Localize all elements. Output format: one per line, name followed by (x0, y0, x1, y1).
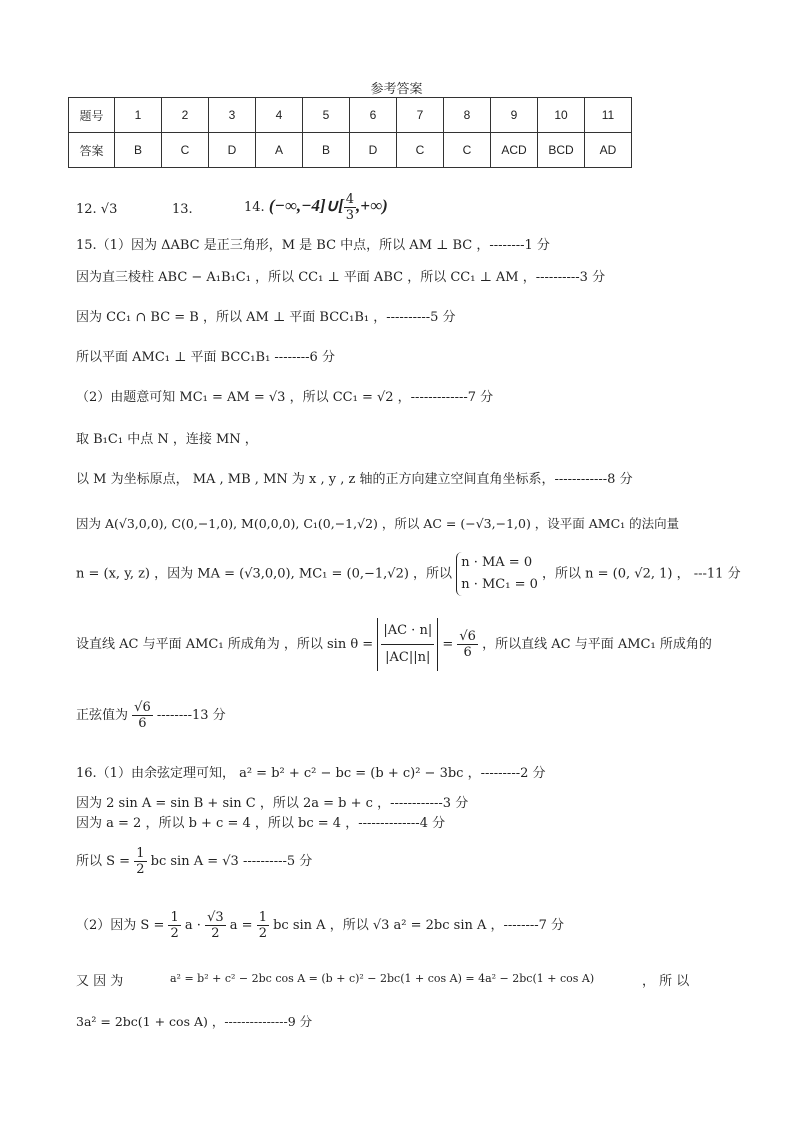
answer-14-label: 14. (244, 200, 265, 215)
fraction-denominator: 2 (211, 926, 220, 941)
table-cell: 8 (444, 98, 491, 133)
q15-line-10 (76, 618, 712, 671)
table-header-answer: 答案 (69, 133, 115, 168)
fraction-numerator: 4 (345, 192, 355, 207)
fraction (168, 910, 180, 941)
q16-line-1: 16.（1）由余弦定理可知， a² = b² + c² − bc = (b + c)² − 3bc ，---------2 分 (76, 766, 546, 781)
table-cell: 9 (491, 98, 538, 133)
q15-line-9 (76, 552, 741, 596)
q15-line-10-tail: ，所以直线 AC 与平面 AMC₁ 所成角的 (482, 637, 712, 652)
sine-value-fraction (132, 700, 153, 731)
q15-line-9-text: n = (x, y, z) ，因为 MA = (√3,0,0), MC₁ = (0,−1,√2) ，所以 (76, 566, 453, 582)
table-cell: C (397, 133, 444, 168)
q16-line-6-lead: 又 因 为 (76, 974, 124, 989)
q16-line-7: 3a² = 2bc(1 + cos A) ，---------------9 分 (76, 1014, 313, 1029)
q16-line-5-text: （2）因为 S = (76, 918, 165, 933)
q16-line-2: 因为 2 sin A = sin B + sin C ，所以 2a = b + c ，------------3 分 (76, 796, 469, 811)
q16-line-4-tail: bc sin A = √3 ----------5 分 (150, 854, 313, 869)
q16-line-4 (76, 846, 312, 877)
result-fraction (457, 629, 478, 660)
fraction-numerator: √6 (134, 700, 151, 715)
q16-line-5 (76, 910, 564, 941)
table-cell: 4 (256, 98, 303, 133)
table-cell: C (162, 133, 209, 168)
table-cell: D (350, 133, 397, 168)
q16-line-3: 因为 a = 2 ，所以 b + c = 4 ，所以 bc = 4 ，--------------4 分 (76, 816, 446, 831)
table-header-number: 题号 (69, 98, 115, 133)
q15-line-11 (76, 700, 226, 731)
fraction-numerator: 1 (136, 846, 145, 861)
fraction-denominator: |AC||n| (385, 650, 431, 665)
table-cell: BCD (538, 133, 585, 168)
q15-line-10-text: 设直线 AC 与平面 AMC₁ 所成角为 ，所以 sin θ = (76, 637, 374, 652)
fraction-denominator: 6 (463, 645, 472, 660)
table-cell: ACD (491, 133, 538, 168)
fraction-denominator: 3 (345, 208, 355, 223)
table-cell: A (256, 133, 303, 168)
term: a = (229, 918, 253, 933)
fraction-denominator: 6 (138, 716, 147, 731)
table-row-numbers (69, 98, 632, 133)
answer-table (68, 97, 632, 168)
page-title: 参考答案 (370, 82, 423, 97)
answer-14 (244, 192, 388, 223)
table-cell: B (115, 133, 162, 168)
table-cell: 2 (162, 98, 209, 133)
q15-line-6: 取 B₁C₁ 中点 N ，连接 MN ， (76, 432, 258, 447)
fraction-denominator: 2 (170, 926, 179, 941)
q16-line-6-formula: a² = b² + c² − 2bc cos A = (b + c)² − 2bc(1 + cos A) = 4a² − 2bc(1 + cos A) (170, 972, 595, 985)
table-cell: 5 (303, 98, 350, 133)
table-cell: B (303, 133, 350, 168)
q15-line-9-result: ，所以 n = (0, √2, 1) ， ---11 分 (542, 566, 741, 582)
q15-line-11-text: 正弦值为 (76, 708, 129, 723)
fraction-numerator: 1 (170, 910, 179, 925)
fraction-numerator: 1 (258, 910, 267, 925)
q15-line-3: 因为 CC₁ ∩ BC = B ，所以 AM ⊥ 平面 BCC₁B₁ ，----------5 分 (76, 310, 456, 325)
answer-14-interval-a: (−∞,−4]∪[ (268, 196, 344, 215)
q15-line-8: 因为 A(√3,0,0), C(0,−1,0), M(0,0,0), C₁(0,−1,√2) ，所以 AC = (−√3,−1,0) ，设平面 AMC₁ 的法向量 (76, 516, 680, 531)
term: a · (184, 918, 201, 933)
score-mark: --------13 分 (156, 708, 226, 723)
q15-line-4: 所以平面 AMC₁ ⊥ 平面 BCC₁B₁ --------6 分 (76, 350, 335, 365)
table-cell: 1 (115, 98, 162, 133)
table-cell: 6 (350, 98, 397, 133)
answer-14-fraction (344, 192, 356, 223)
answer-12: 12. √3 (76, 202, 118, 217)
answer-14-interval-b: ,+∞) (356, 196, 388, 215)
equation-system (456, 552, 538, 596)
fraction-denominator: 2 (258, 926, 267, 941)
q15-line-7: 以 M 为坐标原点， MA , MB , MN 为 x , y , z 轴的正方向建立空间直角坐标系，------------8 分 (76, 472, 633, 487)
fraction (257, 910, 269, 941)
table-cell: D (209, 133, 256, 168)
fraction-numerator: √3 (207, 910, 224, 925)
table-cell: 10 (538, 98, 585, 133)
fraction-denominator: 2 (136, 862, 145, 877)
table-cell: 7 (397, 98, 444, 133)
fraction-numerator: √6 (459, 629, 476, 644)
table-cell: AD (585, 133, 632, 168)
sin-fraction (377, 618, 438, 671)
fraction (205, 910, 226, 941)
half-fraction (134, 846, 146, 877)
answer-13: 13. (172, 202, 193, 217)
q16-line-6-tail: ， 所 以 (642, 974, 690, 989)
table-row-answers (69, 133, 632, 168)
equals-sign: = (442, 637, 454, 652)
table-cell: 3 (209, 98, 256, 133)
q15-line-1: 15.（1）因为 ΔABC 是正三角形，M 是 BC 中点，所以 AM ⊥ BC ，--------1 分 (76, 238, 550, 253)
q15-line-5: （2）由题意可知 MC₁ = AM = √3 ，所以 CC₁ = √2 ，-------------7 分 (76, 390, 494, 405)
equation-1: n · MA = 0 (461, 555, 533, 570)
equation-2: n · MC₁ = 0 (461, 577, 538, 592)
q16-line-4-text: 所以 S = (76, 854, 131, 869)
table-cell: 11 (585, 98, 632, 133)
fraction-numerator: |AC · n| (381, 618, 434, 645)
q15-line-2: 因为直三棱柱 ABC − A₁B₁C₁ ，所以 CC₁ ⊥ 平面 ABC ，所以 CC₁ ⊥ AM ，----------3 分 (76, 270, 606, 285)
table-cell: C (444, 133, 491, 168)
q16-line-5-tail: bc sin A ，所以 √3 a² = 2bc sin A ，--------7 分 (273, 918, 565, 933)
